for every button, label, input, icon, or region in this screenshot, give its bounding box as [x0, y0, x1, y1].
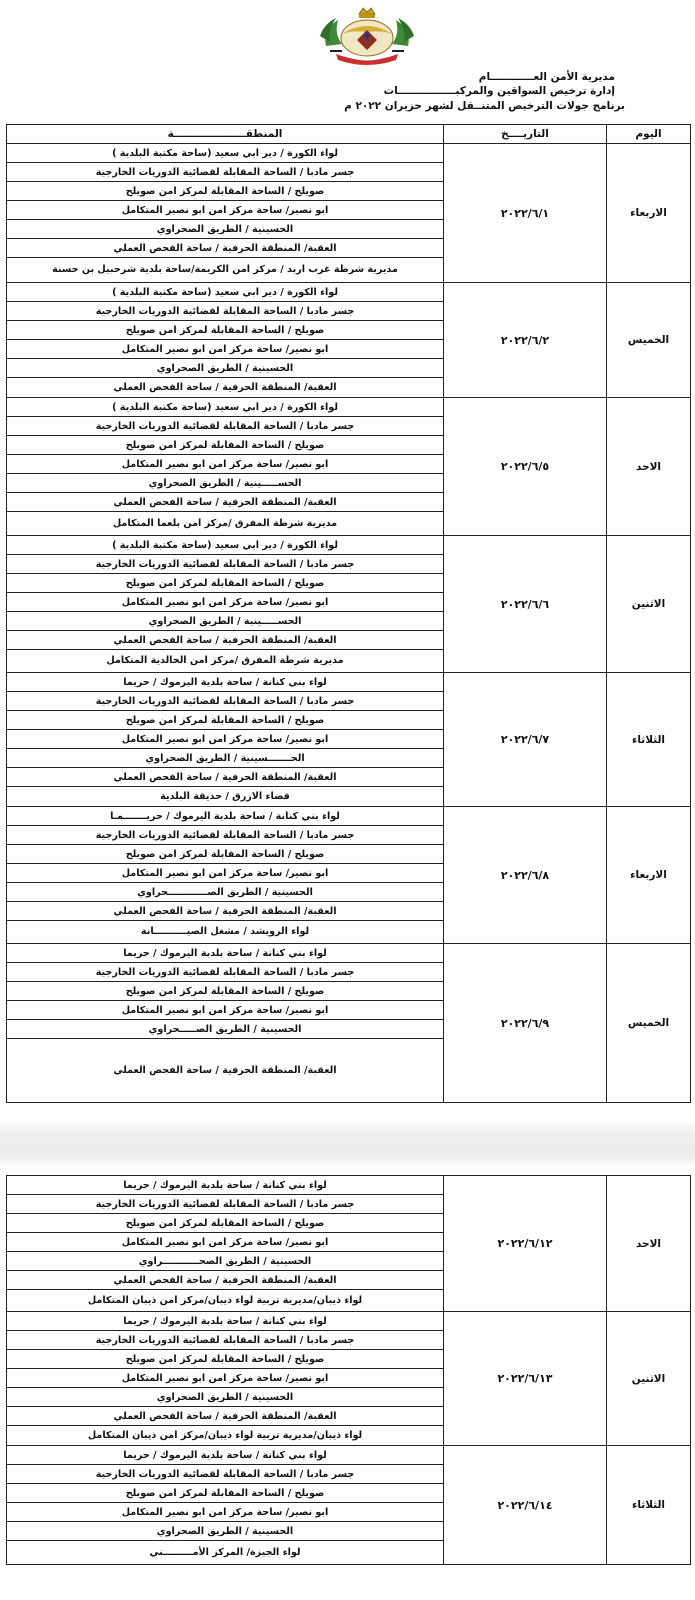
- area-line: جسر مادبا / الساحة المقابلة لقضائية الدوريات الخارجية: [7, 163, 443, 182]
- area-line: لواء بني كنانة / ساحة بلدية اليرموك / حريـــــــمـا: [7, 807, 443, 826]
- day-cell: الاثنين: [607, 536, 691, 673]
- area-line: صويلح / الساحة المقابلة لمركز امن صويلح: [7, 982, 443, 1001]
- area-line: العقبة/ المنطقة الحرفية / ساحة الفحص العملي: [113, 1065, 337, 1076]
- table-row: [7, 1446, 691, 1565]
- area-line: صويلح / الساحة المقابلة لمركز امن صويلح: [7, 1214, 443, 1233]
- area-line: جسر مادبا / الساحة المقابلة لقضائية الدوريات الخارجية: [7, 963, 443, 982]
- area-line: الحسينية / الطريق الصحراوي: [7, 1522, 443, 1541]
- date-cell: ٢٠٢٢/٦/٧: [444, 673, 607, 807]
- schedule-table: [6, 124, 691, 1103]
- areas-cell: [7, 807, 444, 944]
- area-line: جسر مادبا / الساحة المقابلة لقضائية الدوريات الخارجية: [7, 1195, 443, 1214]
- date-cell: ٢٠٢٢/٦/١٣: [444, 1312, 607, 1446]
- areas-cell: [7, 673, 444, 807]
- area-line: جسر مادبا / الساحة المقابلة لقضائية الدوريات الخارجية: [7, 1465, 443, 1484]
- area-line: صويلح / الساحة المقابلة لمركز امن صويلح: [7, 574, 443, 593]
- department-title: إدارة ترخيص السواقين والمركبــــــــــــــــات: [383, 85, 615, 97]
- areas-cell: [7, 536, 444, 673]
- area-line: لواء بني كنانة / ساحة بلدية اليرموك / حريما: [7, 1446, 443, 1465]
- table-row: [7, 673, 691, 807]
- area-line: مديرية شرطة غرب اربد / مركز امن الكريمة/ساحة بلدية شرحبيل بن حسنة: [52, 264, 398, 275]
- area-line: الحـــــــسينية / الطريق الصحراوي: [7, 749, 443, 768]
- area-line: صويلح / الساحة المقابلة لمركز امن صويلح: [7, 182, 443, 201]
- date-cell: ٢٠٢٢/٦/١: [444, 144, 607, 283]
- day-cell: الاحد: [607, 1176, 691, 1312]
- column-header-date: التاريــــخ: [444, 125, 607, 144]
- areas-cell: [7, 144, 444, 283]
- area-line: ابو نصير/ ساحة مركز امن ابو نصير المتكامل: [7, 201, 443, 220]
- date-cell: ٢٠٢٢/٦/٩: [444, 944, 607, 1103]
- areas-cell: [7, 398, 444, 536]
- area-line: لواء الكورة / دير ابي سعيد (ساحة مكتبة البلدية ): [7, 398, 443, 417]
- area-line: لواء بني كنانة / ساحة بلدية اليرموك / حريما: [7, 1176, 443, 1195]
- area-line: ابو نصير/ ساحة مركز امن ابو نصير المتكامل: [7, 1233, 443, 1252]
- area-line: لواء ذيبان/مديرية تربية لواء ذيبان/مركز امن ذيبان المتكامل: [87, 1430, 363, 1441]
- area-line: ابو نصير/ ساحة مركز امن ابو نصير المتكامل: [7, 1001, 443, 1020]
- date-cell: ٢٠٢٢/٦/٨: [444, 807, 607, 944]
- day-cell: الاحد: [607, 398, 691, 536]
- directorate-title: مديرية الأمن العــــــــــــام: [478, 71, 615, 83]
- area-line: جسر مادبا / الساحة المقابلة لقضائية الدوريات الخارجية: [7, 555, 443, 574]
- area-line: العقبة/ المنطقة الحرفية / ساحة الفحص العملي: [7, 902, 443, 921]
- area-line: الحســـــينية / الطريق الصحراوي: [7, 612, 443, 631]
- area-line: ابو نصير/ ساحة مركز امن ابو نصير المتكامل: [7, 340, 443, 359]
- date-cell: ٢٠٢٢/٦/٢: [444, 283, 607, 398]
- date-cell: ٢٠٢٢/٦/١٤: [444, 1446, 607, 1565]
- areas-cell: [7, 1446, 444, 1565]
- column-header-day: اليوم: [607, 125, 691, 144]
- area-line: العقبة/ المنطقة الحرفية / ساحة الفحص العملي: [7, 631, 443, 650]
- area-line: العقبة/ المنطقة الحرفية / ساحة الفحص العملي: [7, 493, 443, 512]
- area-line: لواء الكورة / دير ابي سعيد (ساحة مكتبة البلدية ): [7, 144, 443, 163]
- area-line: ابو نصير/ ساحة مركز امن ابو نصير المتكامل: [7, 730, 443, 749]
- day-cell: الاثنين: [607, 1312, 691, 1446]
- schedule-table-page2: [6, 1175, 690, 1565]
- area-line: صويلح / الساحة المقابلة لمركز امن صويلح: [7, 711, 443, 730]
- area-line: لواء الكورة / دير ابي سعيد (ساحة مكتبة البلدية ): [7, 283, 443, 302]
- area-line: جسر مادبا / الساحة المقابلة لقضائية الدوريات الخارجية: [7, 826, 443, 845]
- table-row: [7, 944, 691, 1103]
- date-cell: ٢٠٢٢/٦/٥: [444, 398, 607, 536]
- area-line: جسر مادبا / الساحة المقابلة لقضائية الدوريات الخارجية: [7, 417, 443, 436]
- area-line: لواء الكورة / دير ابي سعيد (ساحة مكتبة البلدية ): [7, 536, 443, 555]
- area-line: لواء بني كنانة / ساحة بلدية اليرموك / حريما: [7, 1312, 443, 1331]
- area-line: ابو نصير/ ساحة مركز امن ابو نصير المتكامل: [7, 1369, 443, 1388]
- column-header-area: المنطقــــــــــــــــــــة: [7, 125, 444, 144]
- program-title: برنامج جولات الترخيص المتنــقل لشهر حزيران ٢٠٢٢ م: [344, 100, 625, 112]
- table-row: [7, 398, 691, 536]
- day-cell: الثلاثاء: [607, 1446, 691, 1565]
- table-row: [7, 1312, 691, 1446]
- area-line: جسر مادبا / الساحة المقابلة لقضائية الدوريات الخارجية: [7, 1331, 443, 1350]
- areas-cell: [7, 283, 444, 398]
- date-cell: ٢٠٢٢/٦/١٢: [444, 1176, 607, 1312]
- area-line: لواء الجيزة/ المركز الأمـــــــــني: [149, 1547, 301, 1558]
- area-line: جسر مادبا / الساحة المقابلة لقضائية الدوريات الخارجية: [7, 302, 443, 321]
- document-header: [0, 0, 695, 124]
- day-cell: الاربعاء: [607, 807, 691, 944]
- area-line: مديرية شرطة المفرق /مركز امن الخالدية المتكامل: [106, 655, 344, 666]
- area-line: لواء الرويشد / مشغل الصيــــــــــانة: [140, 926, 310, 937]
- table-row: [7, 1176, 691, 1312]
- table-header-row: [7, 125, 691, 144]
- table-row: [7, 144, 691, 283]
- area-line: صويلح / الساحة المقابلة لمركز امن صويلح: [7, 1484, 443, 1503]
- table-row: [7, 536, 691, 673]
- area-line: لواء بني كنانة / ساحة بلدية اليرموك / حريما: [7, 944, 443, 963]
- schedule-table: [6, 1175, 691, 1565]
- day-cell: الاربعاء: [607, 144, 691, 283]
- area-line: صويلح / الساحة المقابلة لمركز امن صويلح: [7, 1350, 443, 1369]
- jordan-coat-of-arms-icon: [312, 6, 422, 70]
- area-line: الحسينية / الطريق الصـــــحراوي: [7, 1020, 443, 1039]
- area-line: الحسينية / الطريق الصحـــــــــــراوي: [7, 1252, 443, 1271]
- table-row: [7, 807, 691, 944]
- area-line: العقبة/ المنطقة الحرفية / ساحة الفحص العملي: [113, 382, 337, 393]
- area-line: العقبة/ المنطقة الحرفية / ساحة الفحص العملي: [7, 1407, 443, 1426]
- area-line: ابو نصير/ ساحة مركز امن ابو نصير المتكامل: [7, 864, 443, 883]
- area-line: صويلح / الساحة المقابلة لمركز امن صويلح: [7, 436, 443, 455]
- table-row: [7, 283, 691, 398]
- area-line: لواء ذيبان/مديرية تربية لواء ذيبان/مركز امن ذيبان المتكامل: [87, 1295, 363, 1306]
- areas-cell: [7, 944, 444, 1103]
- area-line: ابو نصير/ ساحة مركز امن ابو نصير المتكامل: [7, 593, 443, 612]
- area-line: العقبة/ المنطقة الحرفية / ساحة الفحص العملي: [7, 1271, 443, 1290]
- area-line: مديرية شرطة المفرق /مركز امن بلعما المتكامل: [112, 518, 338, 529]
- area-line: صويلح / الساحة المقابلة لمركز امن صويلح: [7, 845, 443, 864]
- page-break: [0, 1119, 695, 1169]
- area-line: الحسينية / الطريق الصحراوي: [7, 220, 443, 239]
- area-line: قضاء الازرق / حديقة البلدية: [160, 791, 290, 802]
- area-line: الحسينية / الطريق الصــــــــــــحراوي: [7, 883, 443, 902]
- day-cell: الثلاثاء: [607, 673, 691, 807]
- area-line: صويلح / الساحة المقابلة لمركز امن صويلح: [7, 321, 443, 340]
- area-line: العقبة/ المنطقة الحرفية / ساحة الفحص العملي: [7, 768, 443, 787]
- areas-cell: [7, 1176, 444, 1312]
- area-line: الحسينية / الطريق الصحراوي: [7, 359, 443, 378]
- area-line: الحســـــينية / الطريق الصحراوي: [7, 474, 443, 493]
- area-line: العقبة/ المنطقة الحرفية / ساحة الفحص العملي: [7, 239, 443, 258]
- area-line: الحسينية / الطريق الصحراوي: [7, 1388, 443, 1407]
- areas-cell: [7, 1312, 444, 1446]
- date-cell: ٢٠٢٢/٦/٦: [444, 536, 607, 673]
- schedule-table-page1: [6, 124, 690, 1103]
- area-line: لواء بني كنانة / ساحة بلدية اليرموك / حريما: [7, 673, 443, 692]
- area-line: ابو نصير/ ساحة مركز امن ابو نصير المتكامل: [7, 455, 443, 474]
- area-line: ابو نصير/ ساحة مركز امن ابو نصير المتكامل: [7, 1503, 443, 1522]
- day-cell: الخميس: [607, 944, 691, 1103]
- day-cell: الخميس: [607, 283, 691, 398]
- area-line: جسر مادبا / الساحة المقابلة لقضائية الدوريات الخارجية: [7, 692, 443, 711]
